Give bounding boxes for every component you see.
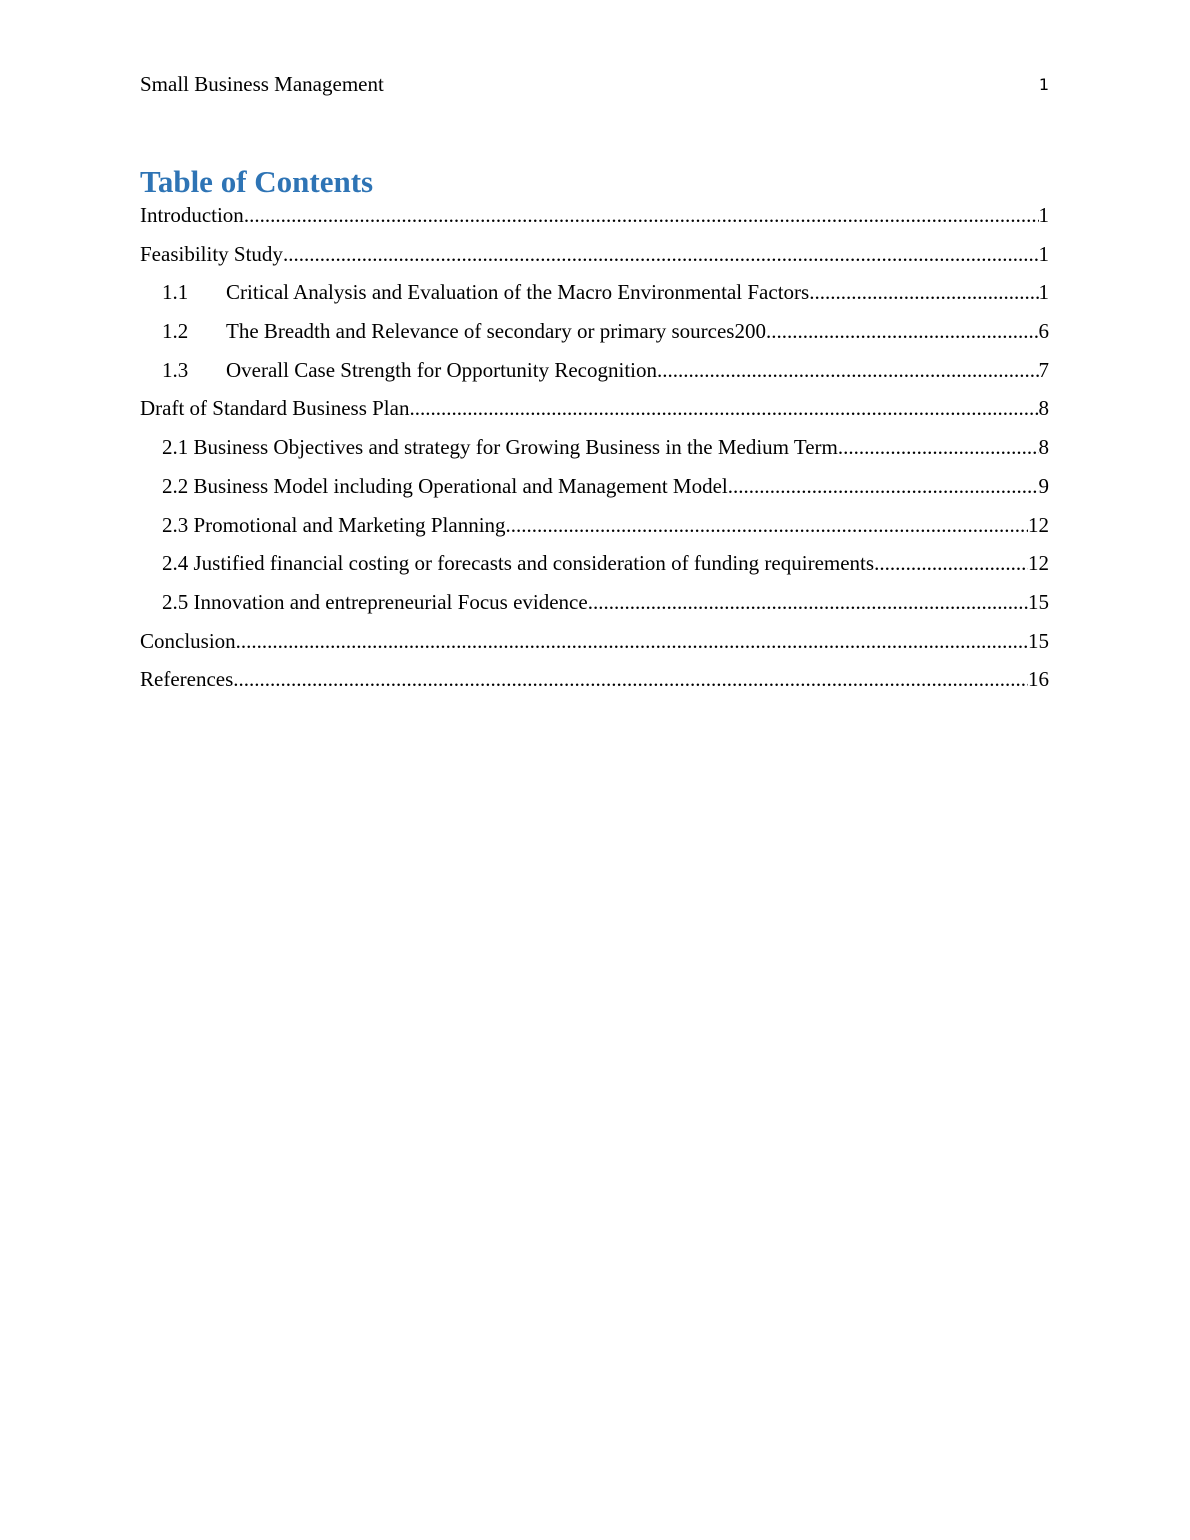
toc-entry-title: Feasibility Study (140, 241, 283, 266)
toc-entry-2-2[interactable] (140, 471, 1049, 510)
toc-entry-1-3[interactable] (140, 355, 1049, 394)
toc-dot-leader (236, 626, 1028, 656)
toc-dot-leader (409, 393, 1038, 423)
toc-dot-leader (874, 548, 1028, 578)
toc-entry-page: 8 (1038, 435, 1049, 460)
toc-heading: Table of Contents (140, 164, 374, 199)
toc-entry-title: 2.3 Promotional and Marketing Planning (162, 512, 506, 537)
toc-entry-feasibility-study[interactable] (140, 239, 1049, 278)
toc-entry-conclusion[interactable] (140, 626, 1049, 665)
toc-entry-title: 2.1 Business Objectives and strategy for Growing Business in the Medium Term (162, 435, 838, 460)
toc-dot-leader (838, 432, 1039, 462)
toc-entry-page: 15 (1028, 589, 1049, 614)
toc-entry-page: 16 (1028, 667, 1049, 692)
toc-dot-leader (657, 355, 1038, 385)
toc-entry-title: 2.4 Justified financial costing or forecasts and consideration of funding requirements (162, 551, 875, 576)
toc-entry-2-4[interactable] (140, 548, 1049, 587)
toc-dot-leader (809, 277, 1038, 307)
toc-entry-1-1[interactable] (140, 277, 1049, 316)
toc-entry-page: 6 (1038, 319, 1049, 344)
toc-entry-draft-business-plan[interactable] (140, 393, 1049, 432)
toc-entry-title: References (140, 667, 234, 692)
toc-entry-title: Draft of Standard Business Plan (140, 396, 410, 421)
toc-entry-title: Overall Case Strength for Opportunity Recognition (226, 357, 658, 382)
running-header-title: Small Business Management (140, 72, 384, 96)
toc-dot-leader (244, 200, 1039, 230)
toc-entry-page: 8 (1038, 396, 1049, 421)
toc-entry-number: 1.3 (162, 357, 189, 382)
toc-entry-page: 1 (1038, 280, 1049, 305)
toc-entry-references[interactable] (140, 664, 1049, 703)
toc-entry-page: 7 (1038, 357, 1049, 382)
toc-dot-leader (728, 471, 1039, 501)
toc-entry-number: 1.1 (162, 280, 189, 305)
toc-entry-1-2[interactable] (140, 316, 1049, 355)
toc-dot-leader (283, 239, 1039, 269)
toc-entry-title: 2.2 Business Model including Operational and Management Model (162, 473, 728, 498)
toc-dot-leader (766, 316, 1039, 346)
toc-entry-title: Critical Analysis and Evaluation of the Macro Environmental Factors (226, 280, 810, 305)
toc-entry-title: Conclusion (140, 628, 236, 653)
toc-entry-2-5[interactable] (140, 587, 1049, 626)
toc-entry-title: Introduction (140, 203, 244, 227)
toc-entry-title: The Breadth and Relevance of secondary or primary sources200 (226, 319, 766, 344)
toc-entry-page: 9 (1038, 473, 1049, 498)
toc-entry-introduction[interactable] (140, 200, 1049, 239)
toc-entry-title: 2.5 Innovation and entrepreneurial Focus evidence (162, 589, 588, 614)
toc-dot-leader (588, 587, 1028, 617)
toc-entry-2-1[interactable] (140, 432, 1049, 471)
toc-dot-leader (506, 510, 1028, 540)
table-of-contents (140, 200, 1049, 703)
toc-entry-page: 15 (1028, 628, 1049, 653)
toc-entry-2-3[interactable] (140, 510, 1049, 549)
toc-entry-number: 1.2 (162, 319, 189, 344)
toc-dot-leader (233, 664, 1028, 694)
toc-entry-page: 1 (1038, 203, 1049, 227)
toc-entry-page: 12 (1028, 551, 1049, 576)
toc-entry-page: 12 (1028, 512, 1049, 537)
toc-entry-page: 1 (1038, 241, 1049, 266)
header-page-number: 1 (1038, 75, 1049, 94)
